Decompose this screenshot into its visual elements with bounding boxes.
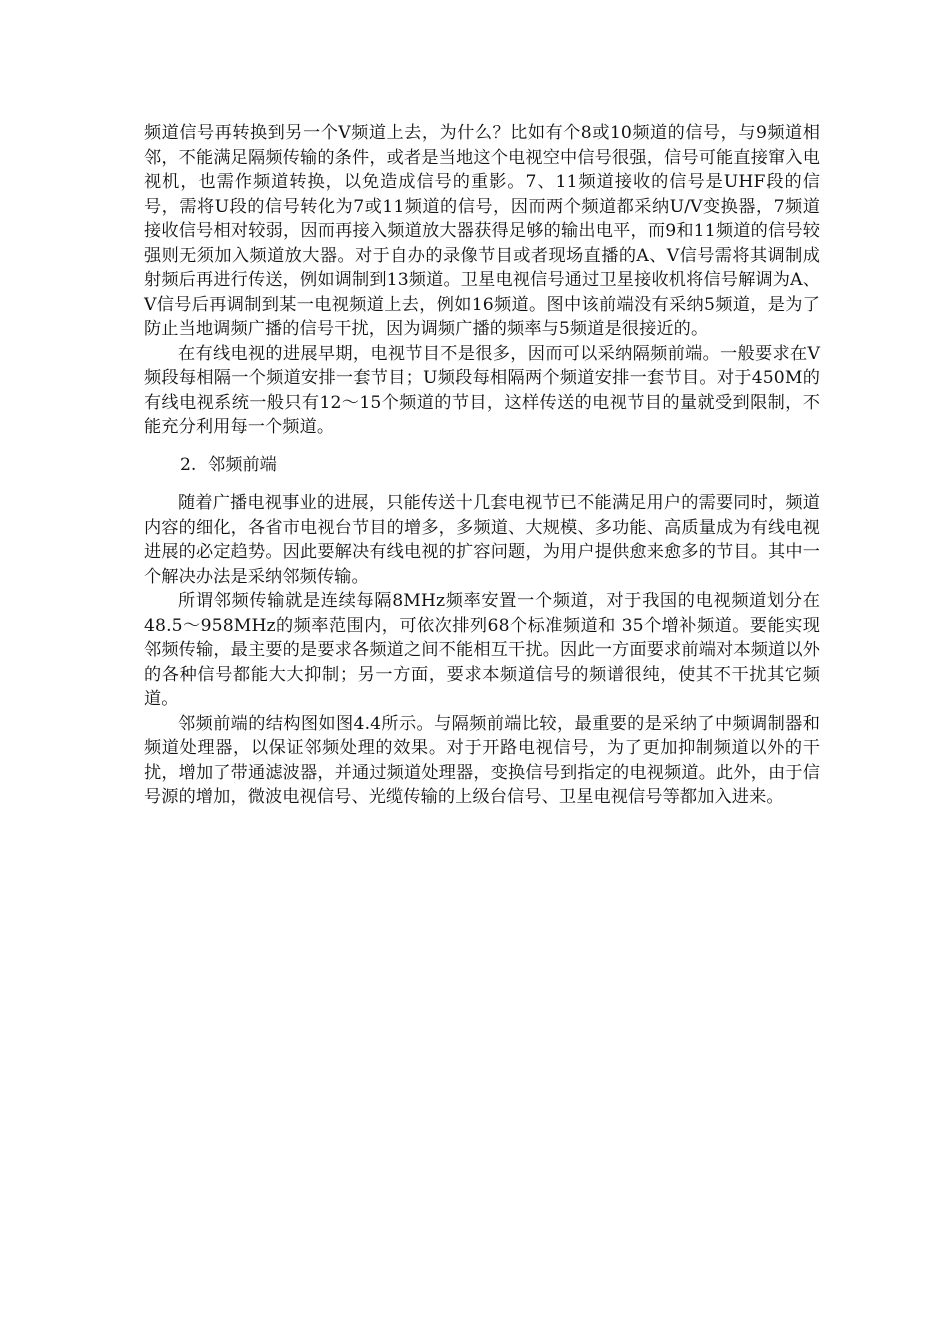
paragraph-channel-conversion: 频道信号再转换到另一个V频道上去，为什么？比如有个8或10频道的信号，与9频道相邻，不能满足隔频传输的条件，或者是当地这个电视空中信号很强，信号可能直接窜入电视机，也需作频道转换，以免造成信号的重影。7、11频道接收的信号是UHF段的信号，需将U段的信号转化为7或11频道的信号，因而两个频道都采纳U/V变换器，7频道接收信号相对较弱，因而再接入频道放大器获得足够的输出电平，而9和11频道的信号较强则无须加入频道放大器。对于自办的录像节目或者现场直播的A、V信号需将其调制成射频后再进行传送，例如调制到13频道。卫星电视信号通过卫星接收机将信号解调为A、V信号后再调制到某一电视频道上去，例如16频道。图中该前端没有采纳5频道，是为了防止当地调频广播的信号干扰，因为调频广播的频率与5频道是很接近的。: [144, 123, 820, 339]
paragraph-adjacent-transmission: 所谓邻频传输就是连续每隔8MHz频率安置一个频道，对于我国的电视频道划分在48.5～958MHz的频率范围内，可依次排列68个标准频道和 35个增补频道。要能实现邻频传输，最主要的是要求各频道之间不能相互干扰。因此一方面要求前端对本频道以外的各种信号都能大大抑制；另一方面，要求本频道信号的频谱很纯，使其不干扰其它频道。: [144, 591, 820, 709]
paragraph-early-development: 在有线电视的进展早期，电视节目不是很多，因而可以采纳隔频前端。一般要求在V频段每相隔一个频道安排一套节目；U频段每相隔两个频道安排一套节目。对于450M的有线电视系统一般只有12～15个频道的节目，这样传送的电视节目的量就受到限制，不能充分利用每一个频道。: [144, 343, 820, 437]
section-heading: [144, 453, 820, 478]
section-title: 邻频前端: [208, 454, 277, 475]
paragraph-broadcast-development: 随着广播电视事业的进展，只能传送十几套电视节已不能满足用户的需要同时，频道内容的细化，各省市电视台节目的增多，多频道、大规模、多功能、高质量成为有线电视进展的必定趋势。因此要解决有线电视的扩容问题，为用户提供愈来愈多的节目。其中一个解决办法是采纳邻频传输。: [144, 493, 820, 587]
paragraph-frontend-structure: 邻频前端的结构图如图4.4所示。与隔频前端比较，最重要的是采纳了中频调制器和频道处理器，以保证邻频处理的效果。对于开路电视信号，为了更加抑制频道以外的干扰，增加了带通滤波器，并通过频道处理器，变换信号到指定的电视频道。此外，由于信号源的增加，微波电视信号、光缆传输的上级台信号、卫星电视信号等都加入进来。: [144, 713, 820, 807]
section-number: 2.: [180, 454, 197, 475]
document-body: [144, 121, 820, 810]
